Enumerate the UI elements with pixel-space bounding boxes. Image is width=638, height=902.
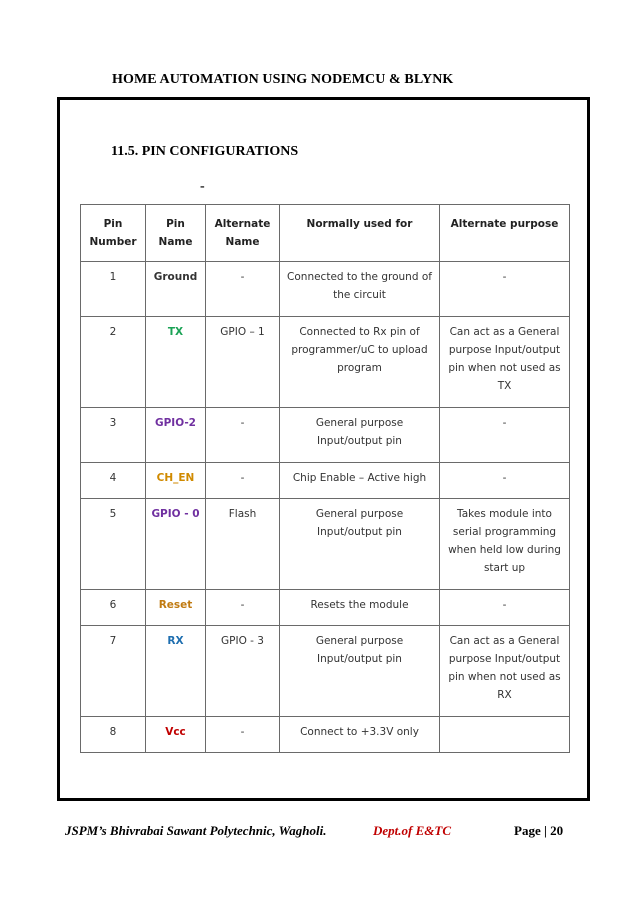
pin-number-cell: 4 <box>81 463 146 499</box>
header-normally-used-for: Normally used for <box>280 205 440 262</box>
pin-name-cell: Ground <box>146 262 206 317</box>
alternate-name-cell: - <box>206 590 280 626</box>
header-pin-number: Pin Number <box>81 205 146 262</box>
table-row <box>81 262 570 317</box>
alternate-name-cell: - <box>206 408 280 463</box>
pin-name-cell: GPIO - 0 <box>146 499 206 590</box>
normal-use-cell: Connect to +3.3V only <box>280 717 440 753</box>
normal-use-cell: Connected to the ground of the circuit <box>280 262 440 317</box>
header-pin-name: Pin Name <box>146 205 206 262</box>
alternate-purpose-cell: Takes module into serial programming when held low during start up <box>440 499 570 590</box>
table-row <box>81 317 570 408</box>
pin-number-cell: 2 <box>81 317 146 408</box>
pin-name-cell: Vcc <box>146 717 206 753</box>
normal-use-cell: General purpose Input/output pin <box>280 408 440 463</box>
table-row <box>81 717 570 753</box>
alternate-purpose-cell: Can act as a General purpose Input/output pin when not used as TX <box>440 317 570 408</box>
normal-use-cell: Resets the module <box>280 590 440 626</box>
stray-dash-mark: - <box>200 179 205 194</box>
pin-name-cell: Reset <box>146 590 206 626</box>
document-header-title: HOME AUTOMATION USING NODEMCU & BLYNK <box>112 72 454 87</box>
table-row <box>81 463 570 499</box>
alternate-name-cell: - <box>206 463 280 499</box>
normal-use-cell: Connected to Rx pin of programmer/uC to upload program <box>280 317 440 408</box>
pin-number-cell: 6 <box>81 590 146 626</box>
normal-use-cell: Chip Enable – Active high <box>280 463 440 499</box>
pin-name-cell: CH_EN <box>146 463 206 499</box>
alternate-name-cell: Flash <box>206 499 280 590</box>
section-title: 11.5. PIN CONFIGURATIONS <box>111 144 299 159</box>
table-header-row <box>81 205 570 262</box>
alternate-purpose-cell: - <box>440 463 570 499</box>
footer-page-number: Page | 20 <box>514 823 564 838</box>
normal-use-cell: General purpose Input/output pin <box>280 499 440 590</box>
footer-college: JSPM’s Bhivrabai Sawant Polytechnic, Wagholi. <box>65 823 327 838</box>
alternate-purpose-cell: - <box>440 408 570 463</box>
pin-name-cell: RX <box>146 626 206 717</box>
pin-name-cell: TX <box>146 317 206 408</box>
alternate-name-cell: - <box>206 717 280 753</box>
pin-name-cell: GPIO-2 <box>146 408 206 463</box>
alternate-name-cell: GPIO - 3 <box>206 626 280 717</box>
pin-number-cell: 3 <box>81 408 146 463</box>
alternate-purpose-cell: - <box>440 590 570 626</box>
table-row <box>81 590 570 626</box>
alternate-name-cell: GPIO – 1 <box>206 317 280 408</box>
pin-number-cell: 1 <box>81 262 146 317</box>
alternate-name-cell: - <box>206 262 280 317</box>
header-alternate-purpose: Alternate purpose <box>440 205 570 262</box>
table-row <box>81 408 570 463</box>
normal-use-cell: General purpose Input/output pin <box>280 626 440 717</box>
pin-number-cell: 7 <box>81 626 146 717</box>
page-footer <box>0 823 638 843</box>
footer-department: Dept.of E&TC <box>373 823 451 838</box>
table-row <box>81 499 570 590</box>
alternate-purpose-cell: Can act as a General purpose Input/output pin when not used as RX <box>440 626 570 717</box>
alternate-purpose-cell <box>440 717 570 753</box>
alternate-purpose-cell: - <box>440 262 570 317</box>
pin-number-cell: 5 <box>81 499 146 590</box>
pin-number-cell: 8 <box>81 717 146 753</box>
header-alternate-name: Alternate Name <box>206 205 280 262</box>
pin-configuration-table <box>80 204 570 753</box>
table-row <box>81 626 570 717</box>
